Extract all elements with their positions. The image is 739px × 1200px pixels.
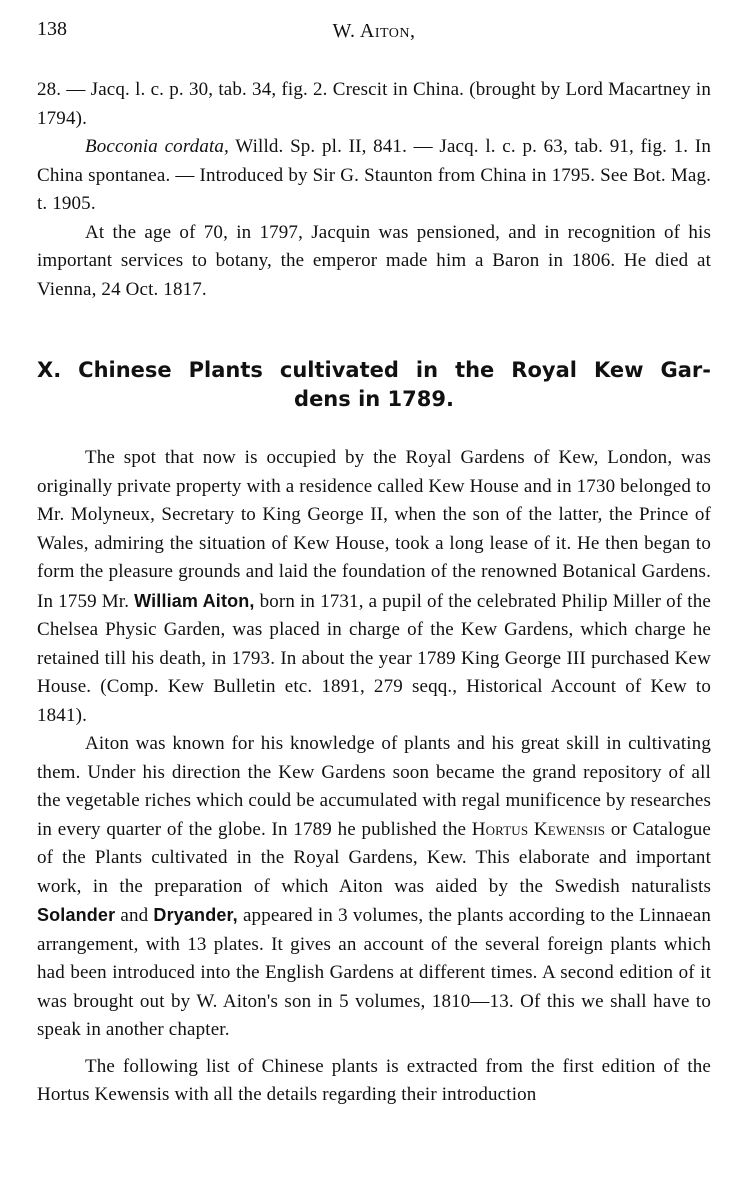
running-head xyxy=(37,14,711,54)
continuation-line: 28. — Jacq. l. c. p. 30, tab. 34, fig. 2. Crescit in China. (brought by Lord Macartney in 1794). xyxy=(37,79,711,129)
paragraph-gap xyxy=(37,1045,711,1053)
species-entries xyxy=(37,76,711,304)
species-name: Bocconia cordata, xyxy=(85,136,229,157)
page-number: 138 xyxy=(37,18,67,40)
running-title: W. Aiton, xyxy=(332,20,416,42)
aiton-paragraph: Aiton was known for his knowledge of plants and his great skill in cultivating them. Under his direction the Kew Gardens soon became the grand repository of all the vegetable riches which could be accumulated with regal munificence by researches in every quarter of the globe. In 1789 he published the Hortus Kewensis or Catalogue of the Plants cultivated in the Royal Gardens, Kew. This elaborate and important work, in the preparation of which Aiton was aided by the Swedish naturalists Solander and Dryander, appeared in 3 volumes, the plants according to the Linnaean arrangement, with 13 plates. It gives an account of the several foreign plants which had been introduced into the English Gardens at different times. A second edition of it was brought out by W. Aiton's son in 5 volumes, 1810—13. Of this we shall have to speak in another chapter. xyxy=(37,733,712,1040)
section-heading xyxy=(37,356,711,414)
kew-history-paragraph: The spot that now is occupied by the Royal Gardens of Kew, London, was originally private property with a residence called Kew House and in 1730 belonged to Mr. Molyneux, Secretary to King George II, when the son of the latter, the Prince of Wales, admiring the situation of Kew House, took a long lease of it. He then began to form the pleasure grounds and laid the foundation of the renowned Botanical Gardens. In 1759 Mr. William Aiton, born in 1731, a pupil of the celebrated Philip Miller of the Chelsea Physic Garden, was placed in charge of the Kew Gardens, which charge he retained till his death, in 1793. In about the year 1789 King George III purchased Kew House. (Comp. Kew Bulletin etc. 1891, 279 seqq., Historical Account of Kew to 1841). xyxy=(37,447,711,726)
section-heading-line-1: X. Chinese Plants cultivated in the Royal Kew Gar- xyxy=(37,358,711,382)
body-text xyxy=(37,76,711,1110)
work-title: Hortus Kewensis xyxy=(471,818,606,840)
section-heading-line-2: dens in 1789. xyxy=(294,387,454,411)
jacquin-paragraph: At the age of 70, in 1797, Jacquin was pensioned, and in recognition of his important services to botany, the emperor made him a Baron in 1806. He died at Vienna, 24 Oct. 1817. xyxy=(37,221,711,300)
list-intro-paragraph: The following list of Chinese plants is extracted from the first edition of the Hortus Kewensis with all the details regarding their introduction xyxy=(37,1055,711,1105)
bocconia-entry: Bocconia cordata, Willd. Sp. pl. II, 841. — Jacq. l. c. p. 63, tab. 91, fig. 1. In China spontanea. — Introduced by Sir G. Staunton from China in 1795. See Bot. Mag. t. 1905. xyxy=(37,136,711,214)
person-name-solander: Solander xyxy=(37,905,116,925)
person-name-william-aiton: William Aiton, xyxy=(134,590,255,611)
person-name-dryander: Dryander, xyxy=(153,905,238,925)
